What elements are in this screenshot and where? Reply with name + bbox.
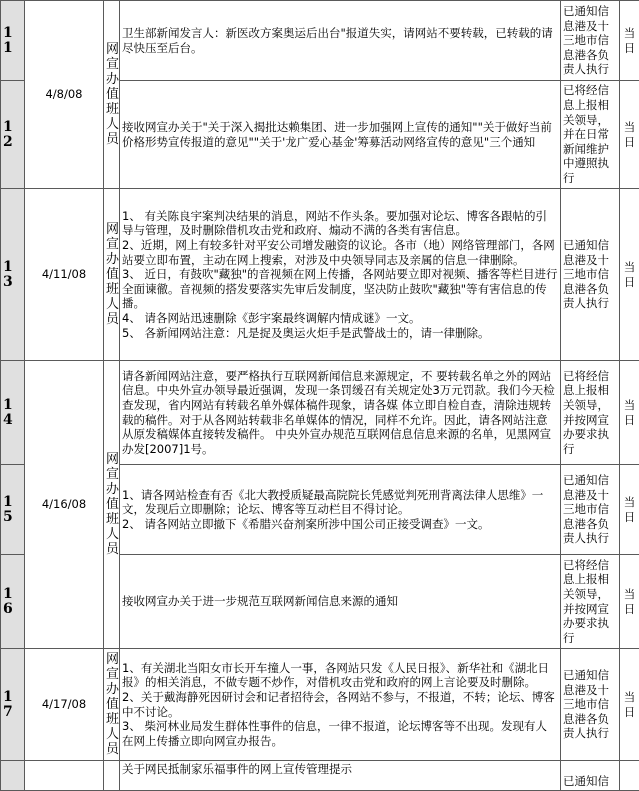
instruction-item: 4、 请各网站迅速删除《彭宇案最终调解内情成谜》一文。: [122, 311, 558, 326]
instruction-item: 3、 近日，有鼓吹"藏独"的音视频在网上传播，各网站要立即对视频、播客等栏目进行全面谏徹。音视频的搭发要落实先审后发制度，坚决防止鼓吹"藏独"等有害信息的传播。: [122, 267, 558, 311]
instruction-item: 1、有关湖北当阳女市长开车撞人一事，各网站只发《人民日报》、新华社和《湖北日报》的相关消息，不做专题不炒作，对借机攻击党和政府的网上言论要及时删除。: [122, 661, 558, 690]
handling-status: 已将经信息上报相关领导，并按网宣办要求执行: [561, 555, 620, 649]
handling-time: 当日: [620, 81, 639, 189]
department-cell: 网宣办值班人员: [104, 649, 120, 761]
instruction-item: 请各新闻网站注意，要严格执行互联网新闻信息来源规定，不 要转载名单之外的网站信息。中央外宣办领导最近强调，发现一条罚缓召有关规定处3万元罚款。我们今天检查发现，省内网站有转载名单外媒体稿件现象，请各媒 体立即自检自查，清除违规转载的稿件。对于从各网站转载非名单媒体的情况，同样不允许。因此，请各网站注意从原发稿媒体直接转发稿件。 中央外宣办规范互联网信息信息来源的名单，见黑网宣办发[2007]1号。: [122, 369, 558, 457]
instruction-item: 2、近期，网上有较多针对平安公司增发融资的议论。各市（地）网络管理部门，各网站要立即布置，主动在网上搜索，对涉及中央领导同志及亲属的信息一律删除。: [122, 238, 558, 267]
department-cell: 网宣办值班人员: [104, 1, 120, 189]
row-number: 14: [1, 361, 25, 465]
table-row: [1, 189, 639, 361]
row-number: 12: [1, 81, 25, 189]
instruction-item: 卫生部新闻发言人：新医改方案奥运后出台"报道失实，请网站不要转载，已转载的请尽快压至后台。: [122, 26, 558, 55]
instruction-content: [120, 1, 561, 81]
row-number: 11: [1, 1, 25, 81]
row-number: [1, 761, 25, 791]
instruction-item: 2、 请各网站立即撤下《希腊兴奋剂案所涉中国公司正接受调查》一文。: [122, 517, 558, 532]
department-cell: [104, 761, 120, 791]
handling-time: 当日: [620, 1, 639, 81]
instruction-content: [120, 761, 561, 791]
instruction-content: [120, 361, 561, 465]
instruction-content: [120, 555, 561, 649]
row-number: 13: [1, 189, 25, 361]
instruction-item: 1、请各网站检查有否《北大教授质疑最高院院长凭感觉判死刑背离法律人思维》一文，发现后立即删除；论坛、博客等互动栏目不得讨论。: [122, 488, 558, 517]
department-cell: 网宣办值班人员: [104, 189, 120, 361]
date-cell: [25, 761, 104, 791]
handling-status: 已通知信: [561, 761, 620, 791]
instruction-item: 关于网民抵制家乐福事件的网上宣传管理提示: [122, 762, 558, 777]
instruction-content: [120, 81, 561, 189]
table-row: [1, 761, 639, 791]
instruction-item: 接收网宣办关于"关于深入揭批达赖集团、进一步加强网上宣传的通知""关于做好当前价格形势宣传报道的意见""关于'龙广爱心基金'筹募活动网络宣传的意见"三个通知: [122, 120, 558, 149]
row-number: 16: [1, 555, 25, 649]
handling-time: 当日: [620, 465, 639, 555]
instruction-item: 1、 有关陈良宇案判决结果的消息，网站不作头条。要加强对论坛、博客各跟帖的引导与管理，及时删除借机攻击党和政府、煽动不满的各类有害信息。: [122, 209, 558, 238]
instruction-item: 接收网宣办关于进一步规范互联网新闻信息来源的通知: [122, 594, 558, 609]
instruction-item: 5、 各新闻网站注意：凡是捉及奥运火炬手是武警战士的，请一律删除。: [122, 326, 558, 341]
handling-status: 已通知信息港及十三地市信息港各负责人执行: [561, 189, 620, 361]
instruction-item: 2、关于戴海静死因研讨会和记者招待会，各网站不参与，不报道，不转；论坛、博客中不讨论。: [122, 690, 558, 719]
handling-time: 当日: [620, 555, 639, 649]
handling-status: 已通知信息港及十三地市信息港各负责人执行: [561, 1, 620, 81]
date-cell: 4/11/08: [25, 189, 104, 361]
date-cell: 4/17/08: [25, 649, 104, 761]
row-number: 15: [1, 465, 25, 555]
table-row: [1, 1, 639, 81]
handling-time: 当日: [620, 649, 639, 761]
instruction-content: [120, 465, 561, 555]
handling-status: 已通知信息港及十三地市信息港各负责人执行: [561, 649, 620, 761]
department-cell: 网宣办值班人员: [104, 361, 120, 649]
handling-status: 已将经信息上报相关领导，并在日常新闻维护中遵照执行: [561, 81, 620, 189]
date-cell: 4/8/08: [25, 1, 104, 189]
handling-status: 已通知信息港及十三地市信息港各负责人执行: [561, 465, 620, 555]
handling-time: 当日: [620, 361, 639, 465]
date-cell: 4/16/08: [25, 361, 104, 649]
handling-time: [620, 761, 639, 791]
instruction-item: 3、 柴河林业局发生群体性事件的信息，一律不报道，论坛博客等不出现。发现有人在网上传播立即向网宣办报告。: [122, 719, 558, 748]
table-row: [1, 361, 639, 465]
handling-status: 已将经信息上报相关领导，并按网宣办要求执行: [561, 361, 620, 465]
instruction-content: [120, 189, 561, 361]
handling-time: 当日: [620, 189, 639, 361]
row-number: 17: [1, 649, 25, 761]
